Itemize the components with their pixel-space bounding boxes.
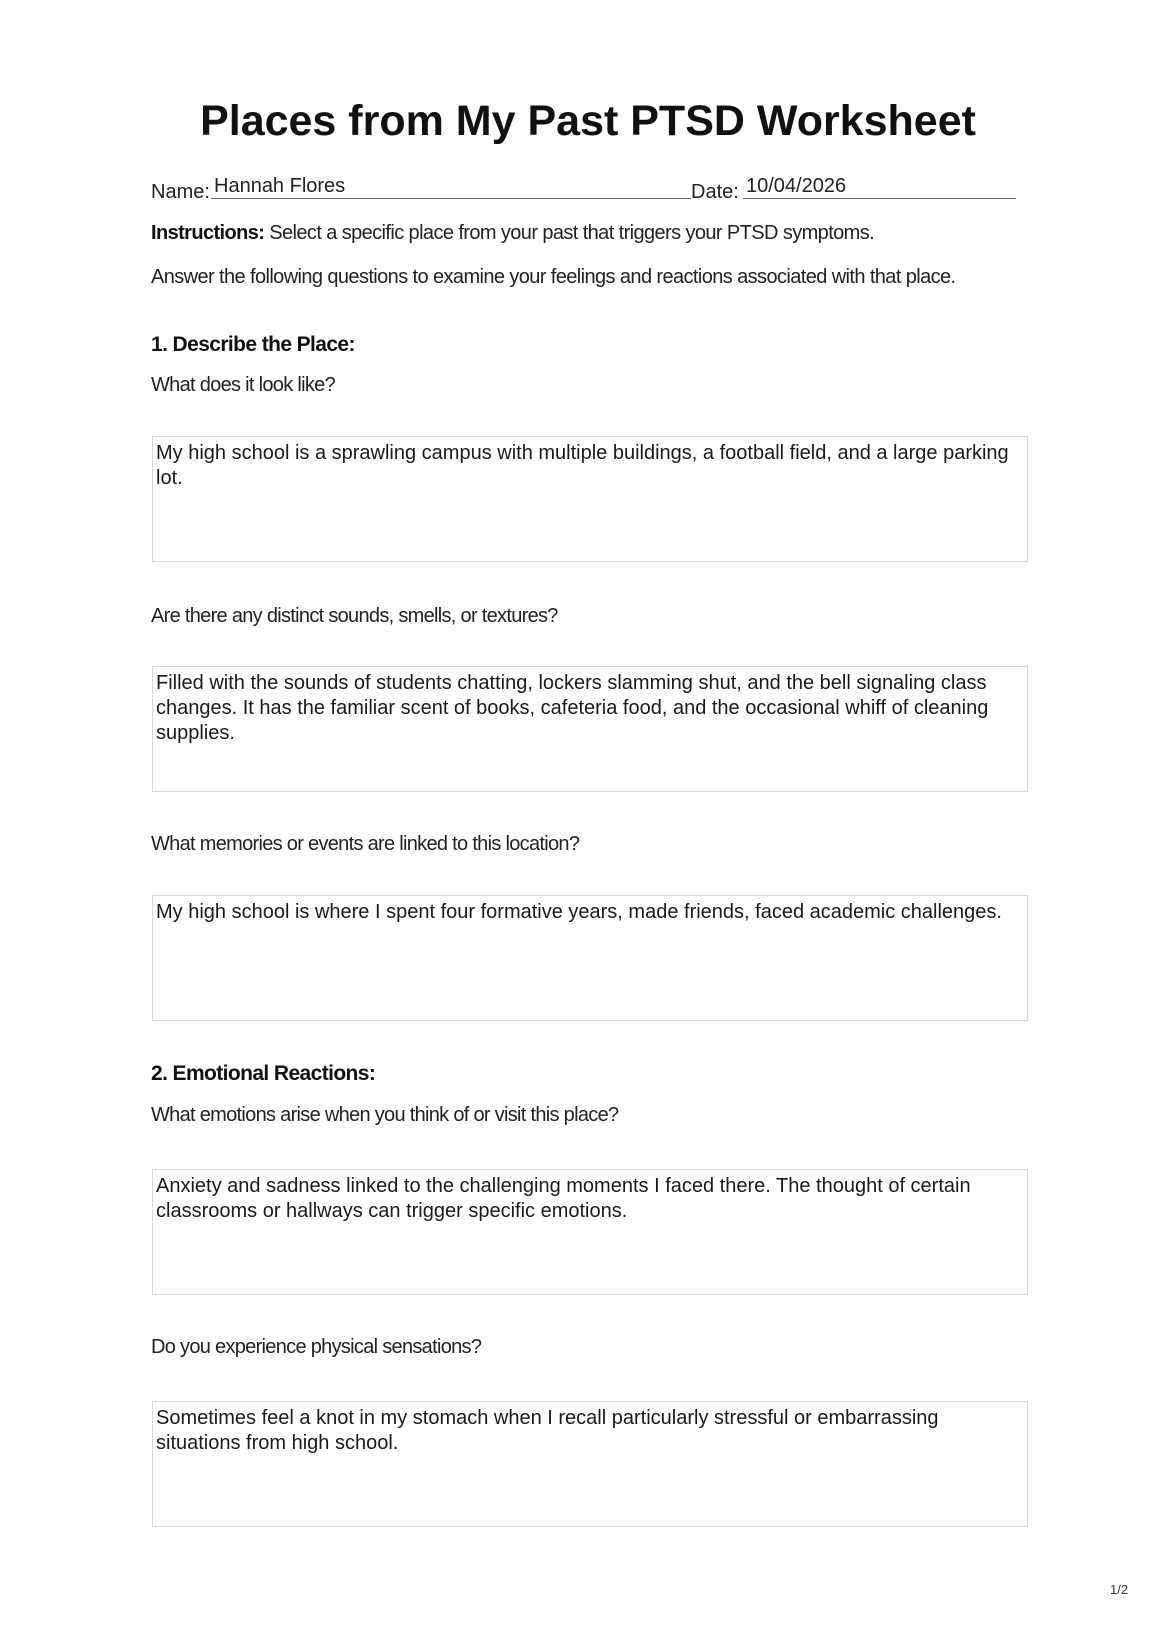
answer-physical-sensations[interactable]: Sometimes feel a knot in my stomach when I recall particularly stressful or embarrassing situations from high school. bbox=[152, 1401, 1028, 1527]
section-heading-describe-place: 1. Describe the Place: bbox=[151, 333, 355, 356]
page-number: 1/2 bbox=[1110, 1582, 1129, 1597]
date-field[interactable]: 10/04/2026 bbox=[743, 175, 1016, 199]
question-look-like: What does it look like? bbox=[151, 374, 335, 396]
name-field[interactable]: Hannah Flores bbox=[211, 175, 691, 199]
instructions-text bbox=[151, 221, 1021, 246]
date-label: Date: bbox=[691, 181, 739, 203]
instructions-label: Instructions: bbox=[151, 222, 265, 244]
instructions-followup: Answer the following questions to examine your feelings and reactions associated with that place. bbox=[151, 266, 956, 288]
answer-look-like[interactable]: My high school is a sprawling campus with multiple buildings, a football field, and a large parking lot. bbox=[152, 436, 1028, 562]
section-heading-emotional-reactions: 2. Emotional Reactions: bbox=[151, 1062, 376, 1085]
page-title: Places from My Past PTSD Worksheet bbox=[200, 97, 976, 145]
name-label: Name: bbox=[151, 181, 210, 203]
question-memories: What memories or events are linked to this location? bbox=[151, 833, 580, 855]
question-emotions: What emotions arise when you think of or visit this place? bbox=[151, 1104, 619, 1126]
question-physical-sensations: Do you experience physical sensations? bbox=[151, 1336, 482, 1358]
answer-emotions[interactable]: Anxiety and sadness linked to the challenging moments I faced there. The thought of certain classrooms or hallways can trigger specific emotions. bbox=[152, 1169, 1028, 1295]
answer-sounds-smells[interactable]: Filled with the sounds of students chatting, lockers slamming shut, and the bell signaling class changes. It has the familiar scent of books, cafeteria food, and the occasional whiff of cleaning supplies. bbox=[152, 666, 1028, 792]
instructions-body: Select a specific place from your past that triggers your PTSD symptoms. bbox=[264, 222, 875, 244]
question-sounds-smells: Are there any distinct sounds, smells, or textures? bbox=[151, 605, 558, 627]
answer-memories[interactable]: My high school is where I spent four formative years, made friends, faced academic challenges. bbox=[152, 895, 1028, 1021]
